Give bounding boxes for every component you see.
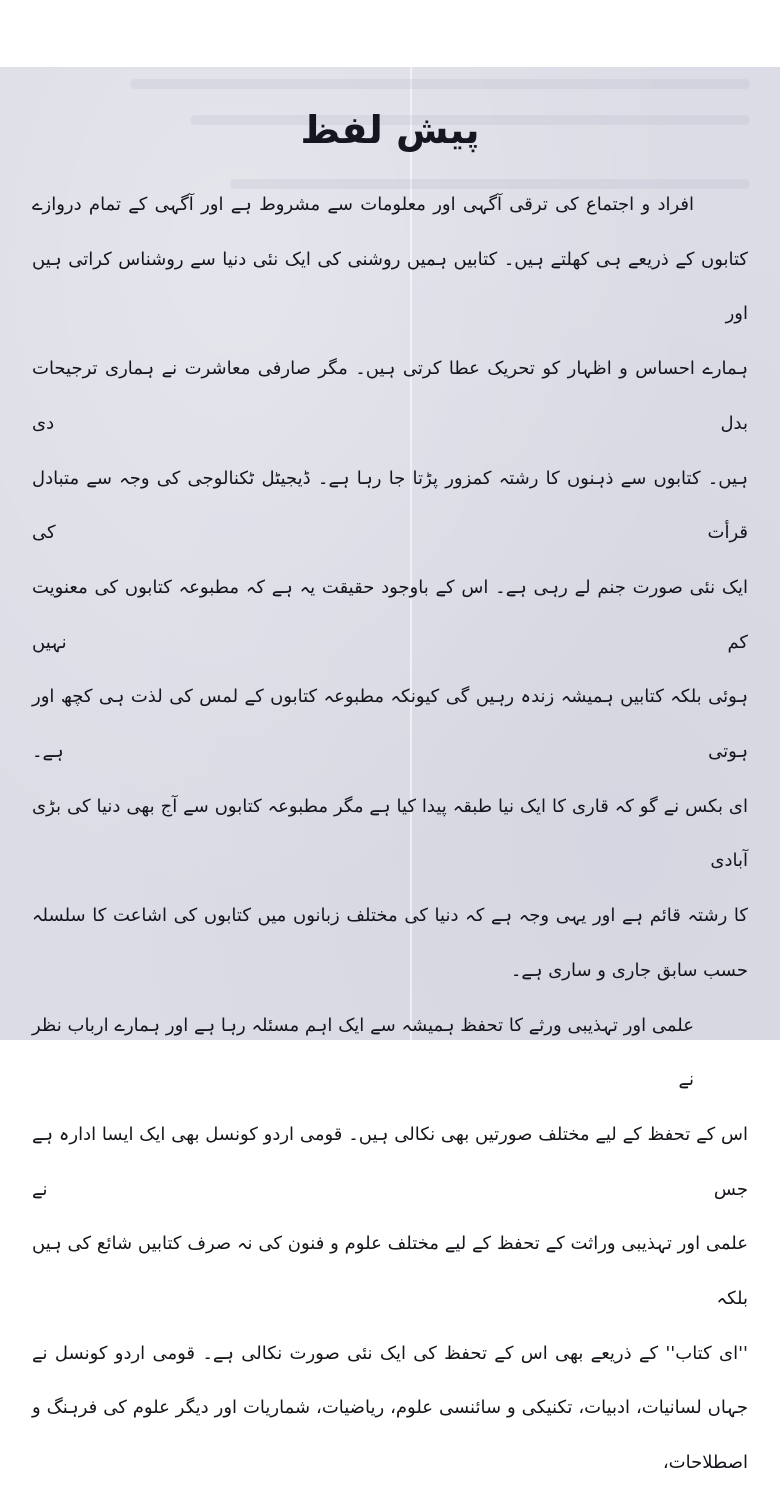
text-line: ہوئی بلکہ کتابیں ہمیشہ زندہ رہیں گی کیونکہ مطبوعہ کتابوں کے لمس کی لذت ہی کچھ اور ہوتی ہے۔ — [32, 686, 748, 763]
body-text — [32, 178, 748, 1491]
text-line: کتابوں کے ذریعے ہی کھلتے ہیں۔ کتابیں ہمیں روشنی کی ایک نئی دنیا سے روشناس کراتی ہیں اور — [32, 248, 748, 325]
text-line: ''ای کتاب'' کے ذریعے بھی اس کے تحفظ کی ایک نئی صورت نکالی ہے۔ قومی اردو کونسل نے — [32, 1342, 748, 1364]
bleed-through-text — [130, 79, 750, 89]
page-title: پیش لفظ — [300, 108, 480, 152]
text-line: علمی اور تہذیبی ورثے کا تحفظ ہمیشہ سے ایک اہم مسئلہ رہا ہے اور ہمارے ارباب نظر نے — [32, 1014, 694, 1091]
text-line: ہمارے احساس و اظہار کو تحریک عطا کرتی ہیں۔ مگر صارفی معاشرت نے ہماری ترجیحات بدل دی — [32, 358, 748, 434]
text-line: افراد و اجتماع کی ترقی آگہی اور معلومات سے مشروط ہے اور آگہی کے تمام دروازے — [32, 194, 694, 215]
text-line: حسب سابق جاری و ساری ہے۔ — [510, 959, 748, 981]
text-line: اس کے تحفظ کے لیے مختلف صورتیں بھی نکالی ہیں۔ قومی اردو کونسل بھی ایک ایسا ادارہ ہے جس نے — [32, 1123, 748, 1200]
text-line: علمی اور تہذیبی وراثت کے تحفظ کے لیے مختلف علوم و فنون کی نہ صرف کتابیں شائع کی ہیں بلکہ — [32, 1233, 748, 1310]
text-line: کا رشتہ قائم ہے اور یہی وجہ ہے کہ دنیا کی مختلف زبانوں میں کتابوں کی اشاعت کا سلسلہ — [32, 905, 748, 927]
text-line: ہیں۔ کتابوں سے ذہنوں کا رشتہ کمزور پڑتا جا رہا ہے۔ ڈیجیٹل ٹکنالوجی کی وجہ سے متبادل قرأت کی — [32, 467, 748, 544]
text-line: ایک نئی صورت جنم لے رہی ہے۔ اس کے باوجود حقیقت یہ ہے کہ مطبوعہ کتابوں کی معنویت کم نہیں — [32, 576, 748, 653]
text-line: ای بکس نے گو کہ قاری کا ایک نیا طبقہ پیدا کیا ہے مگر مطبوعہ کتابوں سے آج بھی دنیا کی بڑی آبادی — [32, 795, 748, 872]
text-line: جہاں لسانیات، ادبیات، تکنیکی و سائنسی علوم، ریاضیات، شماریات اور دیگر علوم کی فرہنگ و اصطلاحات، — [32, 1397, 748, 1474]
